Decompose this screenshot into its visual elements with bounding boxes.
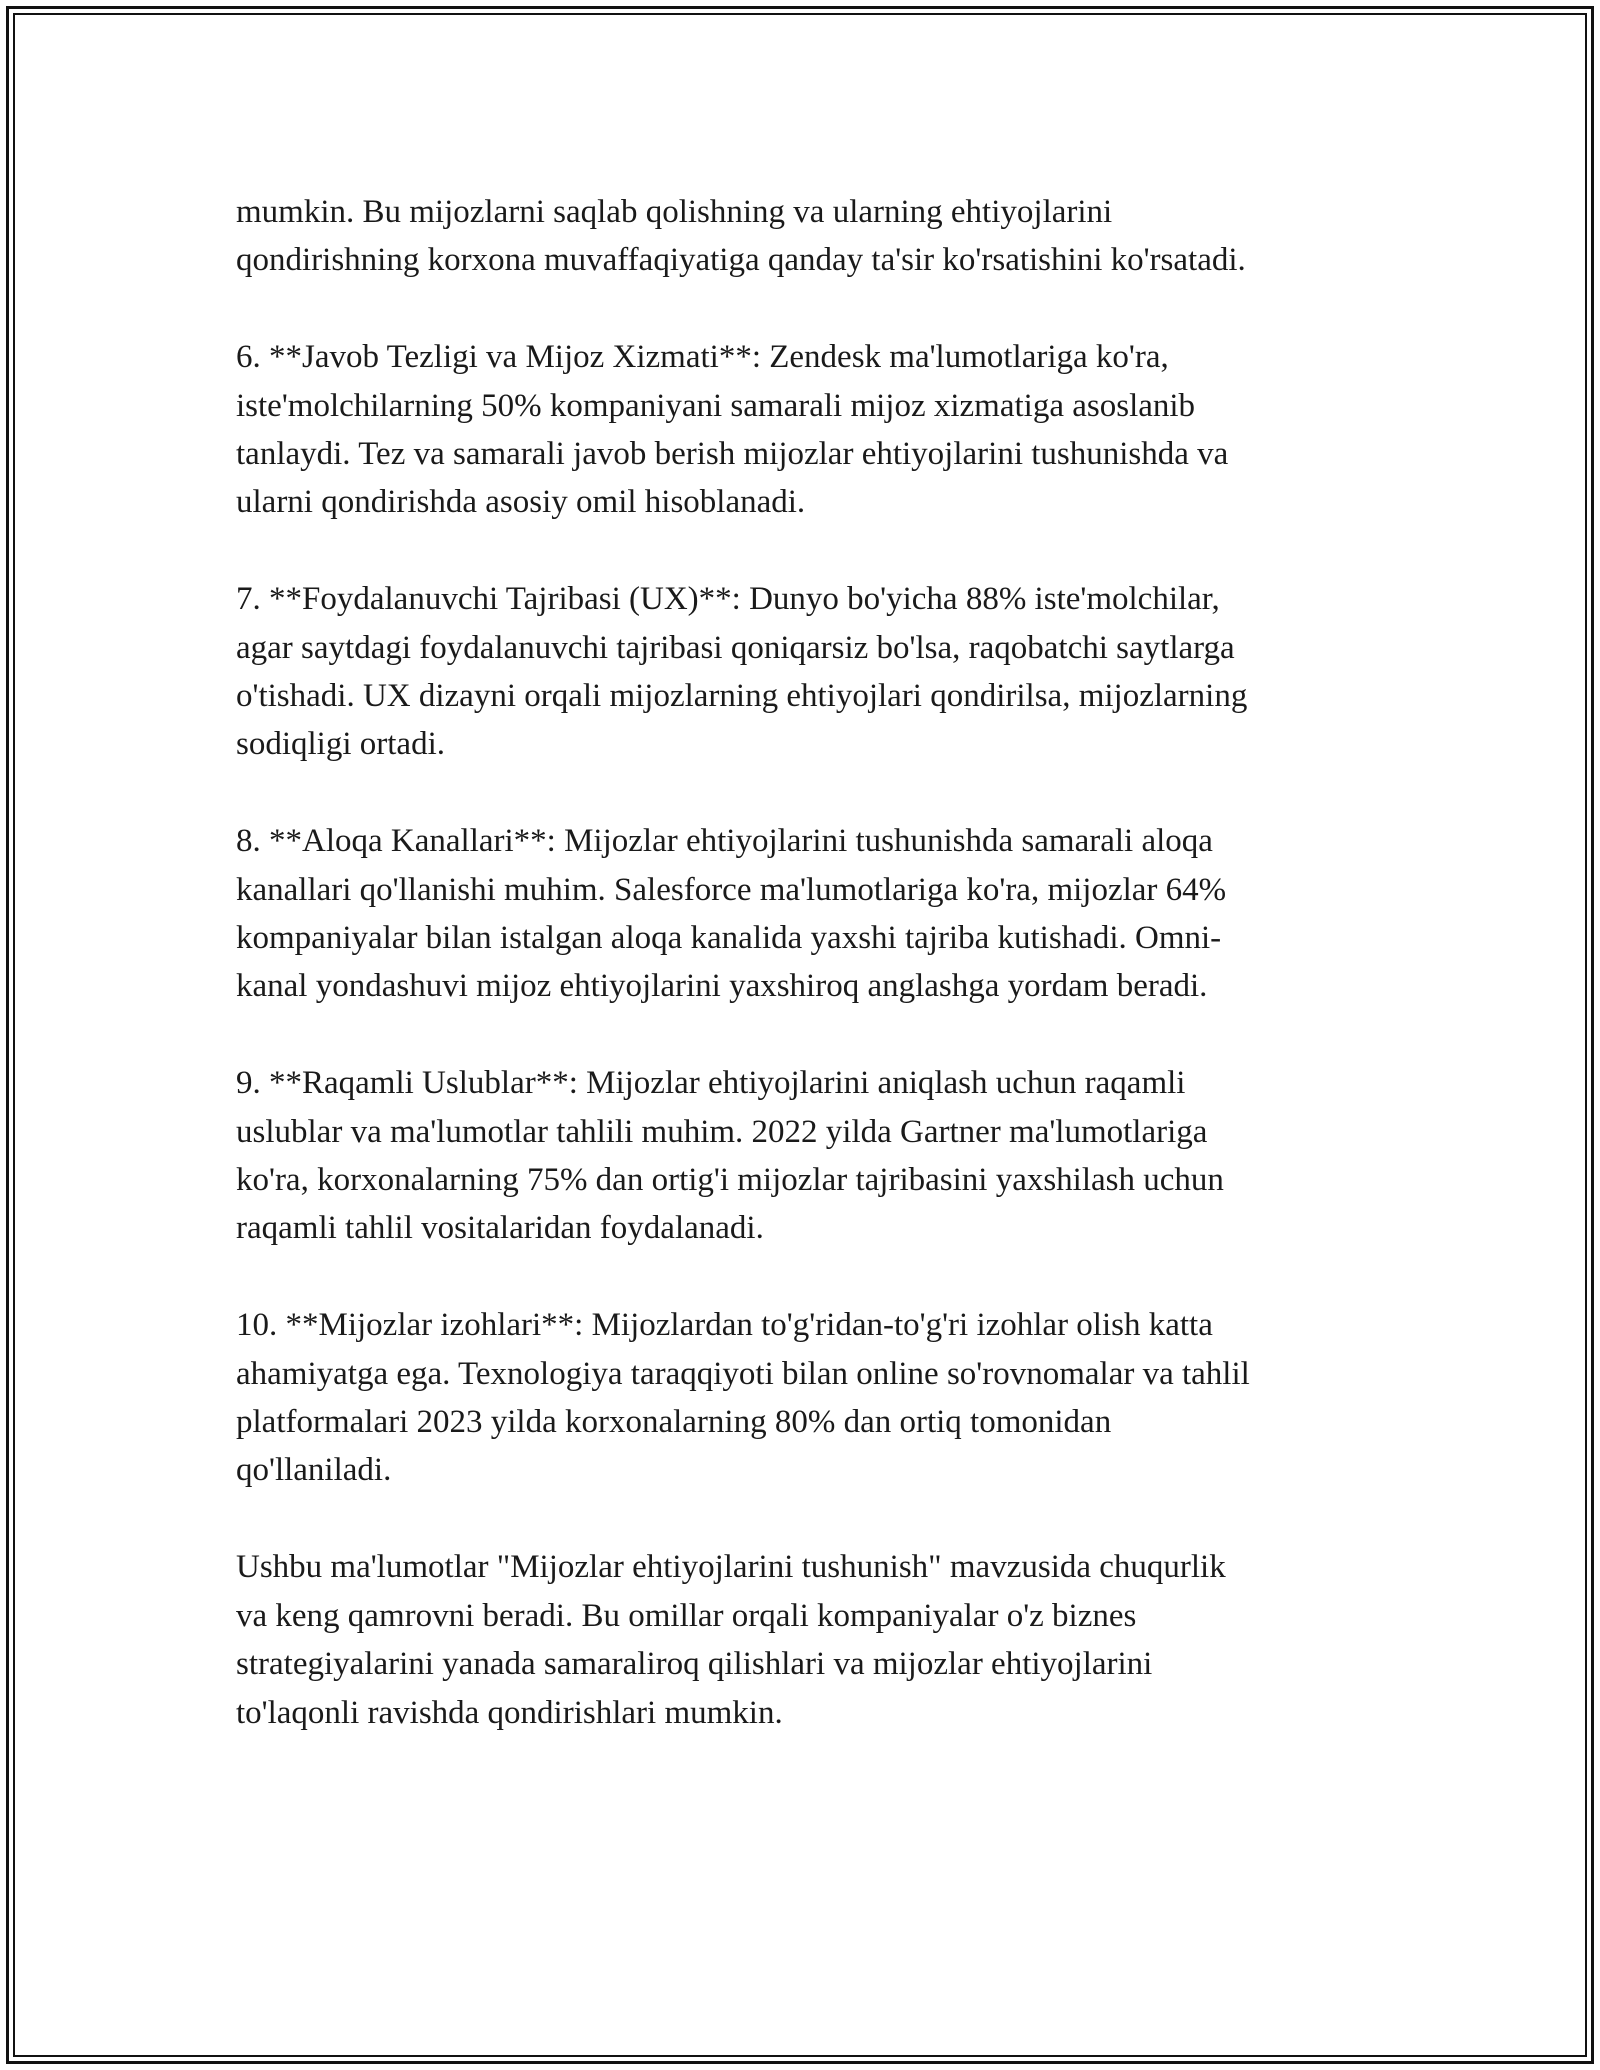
- document-body: [236, 188, 1386, 1785]
- text-line: ahamiyatga ega. Texnologiya taraqqiyoti bilan online so'rovnomalar va tahlil: [236, 1355, 1250, 1392]
- text-line: agar saytdagi foydalanuvchi tajribasi qoniqarsiz bo'lsa, raqobatchi saytlarga: [236, 629, 1235, 666]
- text-line: iste'molchilarning 50% kompaniyani samarali mijoz xizmatiga asoslanib: [236, 387, 1196, 424]
- text-line: 6. **Javob Tezligi va Mijoz Xizmati**: Zendesk ma'lumotlariga ko'ra,: [236, 339, 1169, 376]
- text-line: kompaniyalar bilan istalgan aloqa kanalida yaxshi tajriba kutishadi. Omni-: [236, 920, 1222, 957]
- text-line: 8. **Aloqa Kanallari**: Mijozlar ehtiyojlarini tushunishda samarali aloqa: [236, 823, 1213, 860]
- text-line: ko'ra, korxonalarning 75% dan ortig'i mijozlar tajribasini yaxshilash uchun: [236, 1162, 1224, 1199]
- paragraph-continuation: [236, 188, 1386, 285]
- text-line: strategiyalarini yanada samaraliroq qilishlari va mijozlar ehtiyojlarini: [236, 1646, 1153, 1683]
- paragraph-item-8: [236, 817, 1386, 1011]
- paragraph-item-7: [236, 575, 1386, 769]
- text-line: to'laqonli ravishda qondirishlari mumkin.: [236, 1694, 783, 1731]
- text-line: o'tishadi. UX dizayni orqali mijozlarning ehtiyojlari qondirilsa, mijozlarning: [236, 678, 1248, 715]
- text-line: mumkin. Bu mijozlarni saqlab qolishning va ularning ehtiyojlarini: [236, 194, 1113, 230]
- paragraph-conclusion: [236, 1543, 1386, 1737]
- text-line: qo'llaniladi.: [236, 1452, 392, 1489]
- text-line: 7. **Foydalanuvchi Tajribasi (UX)**: Dunyo bo'yicha 88% iste'molchilar,: [236, 581, 1220, 618]
- text-line: ularni qondirishda asosiy omil hisoblanadi.: [236, 484, 806, 521]
- text-line: kanal yondashuvi mijoz ehtiyojlarini yaxshiroq anglashga yordam beradi.: [236, 968, 1208, 1005]
- text-line: platformalari 2023 yilda korxonalarning 80% dan ortiq tomonidan: [236, 1404, 1112, 1441]
- text-line: 9. **Raqamli Uslublar**: Mijozlar ehtiyojlarini aniqlash uchun raqamli: [236, 1065, 1186, 1102]
- text-line: kanallari qo'llanishi muhim. Salesforce ma'lumotlariga ko'ra, mijozlar 64%: [236, 871, 1227, 908]
- paragraph-item-10: [236, 1301, 1386, 1495]
- paragraph-item-6: [236, 333, 1386, 527]
- text-line: raqamli tahlil vositalaridan foydalanadi.: [236, 1210, 764, 1247]
- text-line: tanlaydi. Tez va samarali javob berish mijozlar ehtiyojlarini tushunishda va: [236, 436, 1229, 473]
- text-line: Ushbu ma'lumotlar "Mijozlar ehtiyojlarini tushunish" mavzusida chuqurlik: [236, 1549, 1226, 1586]
- text-line: va keng qamrovni beradi. Bu omillar orqali kompaniyalar o'z biznes: [236, 1597, 1137, 1634]
- text-line: qondirishning korxona muvaffaqiyatiga qanday ta'sir ko'rsatishini ko'rsatadi.: [236, 242, 1246, 279]
- text-line: uslublar va ma'lumotlar tahlili muhim. 2022 yilda Gartner ma'lumotlariga: [236, 1113, 1208, 1150]
- text-line: 10. **Mijozlar izohlari**: Mijozlardan to'g'ridan-to'g'ri izohlar olish katta: [236, 1307, 1213, 1344]
- paragraph-item-9: [236, 1059, 1386, 1253]
- text-line: sodiqligi ortadi.: [236, 726, 445, 763]
